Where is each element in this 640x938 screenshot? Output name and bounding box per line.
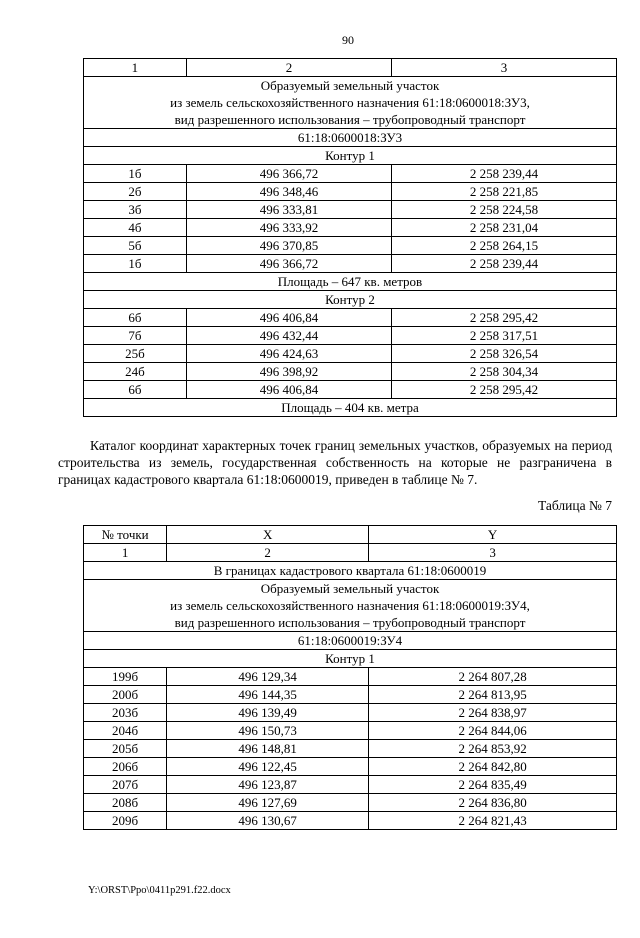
x-coordinate-cell: 496 406,84	[186, 309, 391, 327]
y-coordinate-cell: 2 258 326,54	[392, 345, 617, 363]
point-number-cell: 200б	[84, 686, 167, 704]
footer-file-path: Y:\ORST\Ppo\0411p291.f22.docx	[88, 885, 231, 896]
x-coordinate-cell: 496 348,46	[186, 183, 391, 201]
column-number-cell: 3	[392, 59, 617, 77]
cadastral-number-row	[84, 632, 617, 650]
table-title-row	[84, 77, 617, 129]
coordinates-table-zu3	[83, 58, 617, 417]
x-coordinate-cell: 496 150,73	[167, 722, 369, 740]
column-number-cell: 1	[84, 544, 167, 562]
table-row	[84, 165, 617, 183]
coordinates-table-zu4	[83, 525, 617, 830]
area-row	[84, 273, 617, 291]
column-number-cell: 1	[84, 59, 187, 77]
point-number-cell: 205б	[84, 740, 167, 758]
point-number-cell: 207б	[84, 776, 167, 794]
point-number-cell: 209б	[84, 812, 167, 830]
y-coordinate-cell: 2 264 836,80	[369, 794, 617, 812]
page-number: 90	[342, 33, 354, 47]
y-coordinate-cell: 2 258 231,04	[392, 219, 617, 237]
table-row	[84, 363, 617, 381]
table-title-row	[84, 580, 617, 632]
y-coordinate-cell: 2 264 807,28	[369, 668, 617, 686]
point-number-cell: 5б	[84, 237, 187, 255]
quarter-row	[84, 562, 617, 580]
quarter-cell: В границах кадастрового квартала 61:18:0600019	[84, 562, 617, 580]
y-coordinate-cell: 2 264 853,92	[369, 740, 617, 758]
title-line: из земель сельскохозяйственного назначения 61:18:0600019:ЗУ4,	[170, 598, 530, 613]
catalog-paragraph: Каталог координат характерных точек границ земельных участков, образуемых на период строительства из земель, государственная собственность на которые не разграничена в границах кадастрового квартала 61:18:0600019, приведен в таблице № 7.	[58, 438, 612, 487]
point-number-header: № точки	[84, 526, 167, 544]
table-row	[84, 704, 617, 722]
table-row	[84, 255, 617, 273]
y-coordinate-cell: 2 264 844,06	[369, 722, 617, 740]
point-number-cell: 1б	[84, 255, 187, 273]
x-coordinate-cell: 496 129,34	[167, 668, 369, 686]
y-coordinate-cell: 2 264 835,49	[369, 776, 617, 794]
y-coordinate-cell: 2 258 304,34	[392, 363, 617, 381]
table-row	[84, 201, 617, 219]
x-coordinate-cell: 496 139,49	[167, 704, 369, 722]
area-row	[84, 399, 617, 417]
contour-label-cell: Контур 1	[84, 147, 617, 165]
point-number-cell: 206б	[84, 758, 167, 776]
x-coordinate-cell: 496 333,81	[186, 201, 391, 219]
x-coordinate-cell: 496 122,45	[167, 758, 369, 776]
x-coordinate-cell: 496 366,72	[186, 165, 391, 183]
y-coordinate-cell: 2 258 224,58	[392, 201, 617, 219]
area-cell: Площадь – 404 кв. метра	[84, 399, 617, 417]
y-coordinate-cell: 2 264 813,95	[369, 686, 617, 704]
title-line: вид разрешенного использования – трубопроводный транспорт	[174, 615, 526, 630]
table-row	[84, 722, 617, 740]
header-row	[84, 526, 617, 544]
column-number-cell: 2	[167, 544, 369, 562]
table-row	[84, 794, 617, 812]
x-coordinate-cell: 496 123,87	[167, 776, 369, 794]
y-coordinate-cell: 2 264 821,43	[369, 812, 617, 830]
point-number-cell: 24б	[84, 363, 187, 381]
table-row	[84, 327, 617, 345]
title-line: вид разрешенного использования – трубопроводный транспорт	[174, 112, 526, 127]
contour-label-row	[84, 147, 617, 165]
table-row	[84, 219, 617, 237]
y-coordinate-cell: 2 258 239,44	[392, 255, 617, 273]
point-number-cell: 6б	[84, 309, 187, 327]
x-coordinate-cell: 496 406,84	[186, 381, 391, 399]
contour-label-cell: Контур 2	[84, 291, 617, 309]
contour-label-cell: Контур 1	[84, 650, 617, 668]
table-row	[84, 309, 617, 327]
x-coordinate-cell: 496 127,69	[167, 794, 369, 812]
x-coordinate-cell: 496 432,44	[186, 327, 391, 345]
cadastral-number-cell: 61:18:0600019:ЗУ4	[84, 632, 617, 650]
table-title-cell	[84, 580, 617, 632]
x-coordinate-cell: 496 398,92	[186, 363, 391, 381]
table-row	[84, 758, 617, 776]
point-number-cell: 3б	[84, 201, 187, 219]
column-number-cell: 2	[186, 59, 391, 77]
x-coordinate-cell: 496 370,85	[186, 237, 391, 255]
y-coordinate-cell: 2 258 221,85	[392, 183, 617, 201]
x-coordinate-cell: 496 333,92	[186, 219, 391, 237]
cadastral-number-row	[84, 129, 617, 147]
point-number-cell: 7б	[84, 327, 187, 345]
column-number-cell: 3	[369, 544, 617, 562]
point-number-cell: 2б	[84, 183, 187, 201]
contour1-rows	[84, 668, 617, 830]
y-coordinate-cell: 2 264 842,80	[369, 758, 617, 776]
x-coordinate-cell: 496 144,35	[167, 686, 369, 704]
title-line: Образуемый земельный участок	[260, 581, 440, 596]
title-line: Образуемый земельный участок	[260, 78, 440, 93]
contour1-rows	[84, 165, 617, 273]
column-number-row	[84, 59, 617, 77]
table-row	[84, 668, 617, 686]
column-number-row	[84, 544, 617, 562]
point-number-cell: 4б	[84, 219, 187, 237]
table-row	[84, 740, 617, 758]
x-header: X	[167, 526, 369, 544]
point-number-cell: 1б	[84, 165, 187, 183]
y-coordinate-cell: 2 258 239,44	[392, 165, 617, 183]
table-row	[84, 183, 617, 201]
table-row	[84, 381, 617, 399]
point-number-cell: 199б	[84, 668, 167, 686]
table-row	[84, 345, 617, 363]
cadastral-number-cell: 61:18:0600018:ЗУ3	[84, 129, 617, 147]
point-number-cell: 25б	[84, 345, 187, 363]
table-row	[84, 776, 617, 794]
point-number-cell: 204б	[84, 722, 167, 740]
title-line: из земель сельскохозяйственного назначения 61:18:0600018:ЗУ3,	[170, 95, 530, 110]
table-row	[84, 686, 617, 704]
contour-label-row	[84, 291, 617, 309]
y-coordinate-cell: 2 258 264,15	[392, 237, 617, 255]
x-coordinate-cell: 496 424,63	[186, 345, 391, 363]
y-coordinate-cell: 2 258 295,42	[392, 309, 617, 327]
y-coordinate-cell: 2 264 838,97	[369, 704, 617, 722]
y-coordinate-cell: 2 258 317,51	[392, 327, 617, 345]
table-caption: Таблица № 7	[538, 498, 612, 513]
point-number-cell: 208б	[84, 794, 167, 812]
document-page	[0, 33, 640, 896]
y-header: Y	[369, 526, 617, 544]
contour2-rows	[84, 309, 617, 399]
table-row	[84, 812, 617, 830]
x-coordinate-cell: 496 366,72	[186, 255, 391, 273]
point-number-cell: 203б	[84, 704, 167, 722]
x-coordinate-cell: 496 148,81	[167, 740, 369, 758]
point-number-cell: 6б	[84, 381, 187, 399]
contour-label-row	[84, 650, 617, 668]
table-title-cell	[84, 77, 617, 129]
x-coordinate-cell: 496 130,67	[167, 812, 369, 830]
table-row	[84, 237, 617, 255]
area-cell: Площадь – 647 кв. метров	[84, 273, 617, 291]
y-coordinate-cell: 2 258 295,42	[392, 381, 617, 399]
